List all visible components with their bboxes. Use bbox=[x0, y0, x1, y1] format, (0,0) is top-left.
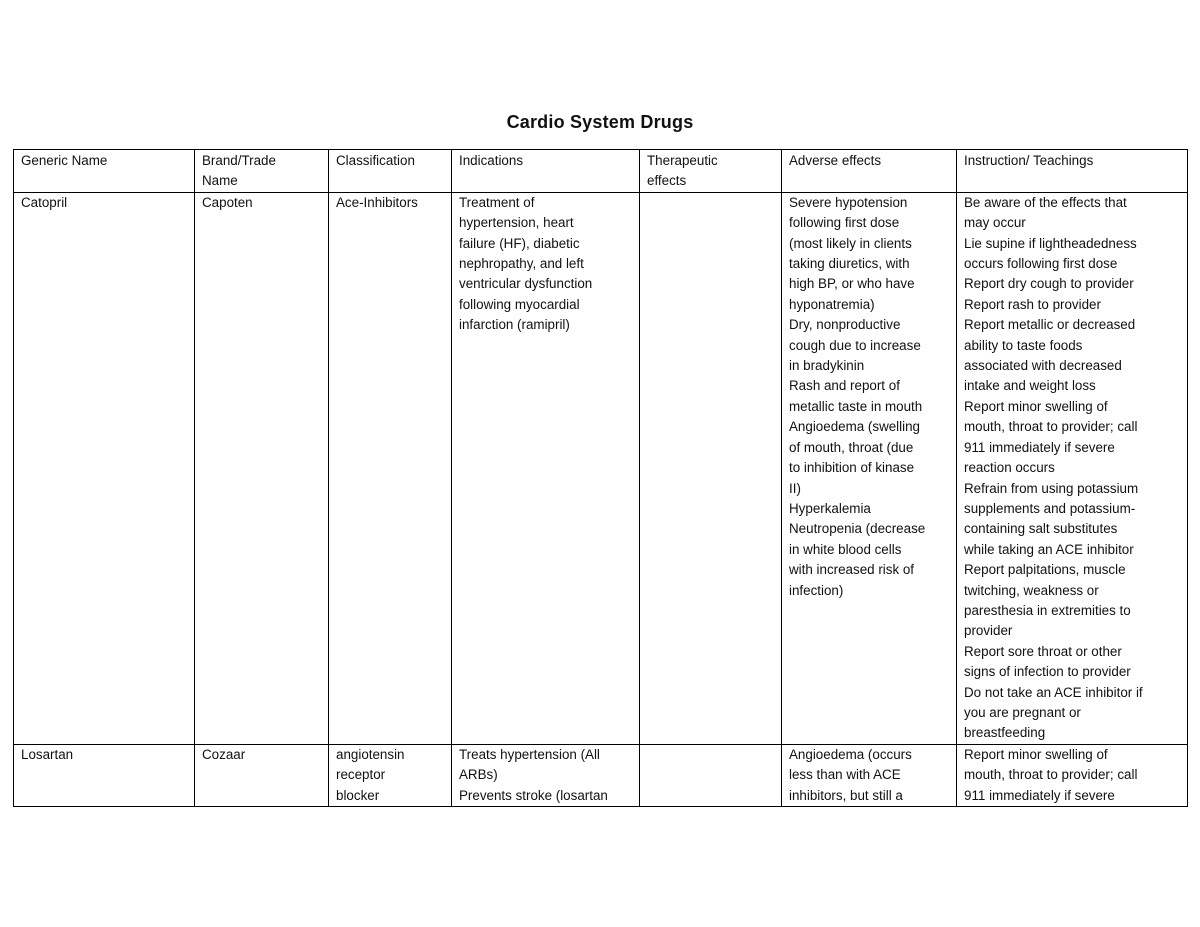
cell-text-line: may occur bbox=[964, 215, 1026, 231]
cell-text-line: Report palpitations, muscle bbox=[964, 562, 1126, 578]
cell-text-line: Report sore throat or other bbox=[964, 643, 1122, 659]
cell-text-line: in bradykinin bbox=[789, 358, 865, 374]
cell-therapeutic-effects bbox=[640, 192, 782, 744]
cell-classification bbox=[329, 192, 452, 744]
cell-text-line: Refrain from using potassium bbox=[964, 480, 1139, 496]
table-row bbox=[14, 744, 1188, 806]
cell-text-line: Do not take an ACE inhibitor if bbox=[964, 684, 1143, 700]
cell-text-line: to inhibition of kinase bbox=[789, 460, 915, 476]
cell-text-line: infection) bbox=[789, 582, 844, 598]
cell-instructions bbox=[957, 192, 1188, 744]
cell-generic-name bbox=[14, 192, 195, 744]
cell-instructions bbox=[957, 744, 1188, 806]
cell-text-line: high BP, or who have bbox=[789, 276, 915, 292]
cell-text-line: Be aware of the effects that bbox=[964, 194, 1127, 210]
cell-text-line: with increased risk of bbox=[789, 562, 915, 578]
cell-text-line: Report dry cough to provider bbox=[964, 276, 1134, 292]
cell-text-line: failure (HF), diabetic bbox=[459, 235, 580, 251]
cell-text-line: Dry, nonproductive bbox=[789, 317, 901, 333]
cell-brand-name bbox=[195, 192, 329, 744]
cell-text-line: Treatment of bbox=[459, 194, 535, 210]
header-adverse-effects: Adverse effects bbox=[782, 150, 957, 193]
header-generic-name: Generic Name bbox=[14, 150, 195, 193]
cell-text-line: associated with decreased bbox=[964, 358, 1122, 374]
cell-text-line: 911 immediately if severe bbox=[964, 439, 1115, 455]
cell-text-line: Report minor swelling of bbox=[964, 746, 1108, 762]
cell-text-line: Severe hypotension bbox=[789, 194, 908, 210]
cell-text-line: you are pregnant or bbox=[964, 704, 1081, 720]
cell-text: Capoten bbox=[202, 194, 253, 210]
cell-text-line: containing salt substitutes bbox=[964, 521, 1118, 537]
cell-text-line: ARBs) bbox=[459, 767, 498, 783]
cell-text-line: reaction occurs bbox=[964, 460, 1055, 476]
cell-text-line: Ace-Inhibitors bbox=[336, 194, 418, 210]
cell-text-line: intake and weight loss bbox=[964, 378, 1096, 394]
cell-text-line: metallic taste in mouth bbox=[789, 398, 923, 414]
cell-adverse-effects bbox=[782, 192, 957, 744]
cell-text-line: provider bbox=[964, 623, 1013, 639]
cell-text-line: Report metallic or decreased bbox=[964, 317, 1136, 333]
cell-therapeutic-effects bbox=[640, 744, 782, 806]
header-indications: Indications bbox=[452, 150, 640, 193]
table-header-row bbox=[14, 150, 1188, 193]
drug-table bbox=[13, 149, 1188, 807]
cell-text-line: blocker bbox=[336, 787, 380, 803]
cell-text-line: while taking an ACE inhibitor bbox=[964, 541, 1134, 557]
document-title: Cardio System Drugs bbox=[506, 112, 694, 132]
header-instruction-teachings: Instruction/ Teachings bbox=[957, 150, 1188, 193]
cell-text-line: taking diuretics, with bbox=[789, 256, 910, 272]
cell-text: Catopril bbox=[21, 194, 68, 210]
cell-text-line: in white blood cells bbox=[789, 541, 902, 557]
cell-text-line: inhibitors, but still a bbox=[789, 787, 903, 803]
cell-text-line: of mouth, throat (due bbox=[789, 439, 914, 455]
cell-text: Losartan bbox=[21, 746, 74, 762]
cell-text-line: infarction (ramipril) bbox=[459, 317, 570, 333]
cell-text-line: Rash and report of bbox=[789, 378, 900, 394]
cell-text-line: Hyperkalemia bbox=[789, 500, 871, 516]
cell-text-line: nephropathy, and left bbox=[459, 256, 584, 272]
cell-text-line: ability to taste foods bbox=[964, 337, 1083, 353]
cell-text-line: receptor bbox=[336, 767, 386, 783]
header-brand-trade-name: Brand/Trade Name bbox=[195, 150, 329, 193]
cell-text-line: Angioedema (occurs bbox=[789, 746, 912, 762]
cell-adverse-effects bbox=[782, 744, 957, 806]
table-row bbox=[14, 192, 1188, 744]
cell-text-line: Neutropenia (decrease bbox=[789, 521, 926, 537]
cell-generic-name bbox=[14, 744, 195, 806]
cell-text-line: 911 immediately if severe bbox=[964, 787, 1115, 803]
cell-text-line: mouth, throat to provider; call bbox=[964, 767, 1138, 783]
cell-text-line: II) bbox=[789, 480, 801, 496]
cell-text-line: Treats hypertension (All bbox=[459, 746, 600, 762]
cell-text-line: Report minor swelling of bbox=[964, 398, 1108, 414]
cell-text-line: (most likely in clients bbox=[789, 235, 912, 251]
cell-text-line: hypertension, heart bbox=[459, 215, 574, 231]
cell-text-line: Prevents stroke (losartan bbox=[459, 787, 608, 803]
cell-brand-name bbox=[195, 744, 329, 806]
cell-text: Cozaar bbox=[202, 746, 246, 762]
cell-text-line: paresthesia in extremities to bbox=[964, 602, 1131, 618]
cell-text-line: ventricular dysfunction bbox=[459, 276, 593, 292]
cell-text-line: following myocardial bbox=[459, 296, 580, 312]
header-therapeutic-effects: Therapeutic effects bbox=[640, 150, 782, 193]
cell-text-line: angiotensin bbox=[336, 746, 405, 762]
header-classification: Classification bbox=[329, 150, 452, 193]
cell-text-line: hyponatremia) bbox=[789, 296, 875, 312]
cell-text-line: cough due to increase bbox=[789, 337, 921, 353]
cell-indications bbox=[452, 744, 640, 806]
cell-text-line: supplements and potassium- bbox=[964, 500, 1136, 516]
cell-text-line: signs of infection to provider bbox=[964, 664, 1131, 680]
cell-text-line: twitching, weakness or bbox=[964, 582, 1099, 598]
cell-text-line: mouth, throat to provider; call bbox=[964, 419, 1138, 435]
cell-text-line: breastfeeding bbox=[964, 725, 1046, 741]
cell-indications bbox=[452, 192, 640, 744]
cell-text-line: Lie supine if lightheadedness bbox=[964, 235, 1137, 251]
cell-text-line: occurs following first dose bbox=[964, 256, 1118, 272]
cell-text-line: Angioedema (swelling bbox=[789, 419, 921, 435]
cell-text-line: Report rash to provider bbox=[964, 296, 1101, 312]
cell-text-line: less than with ACE bbox=[789, 767, 901, 783]
cell-text-line: following first dose bbox=[789, 215, 900, 231]
cell-classification bbox=[329, 744, 452, 806]
